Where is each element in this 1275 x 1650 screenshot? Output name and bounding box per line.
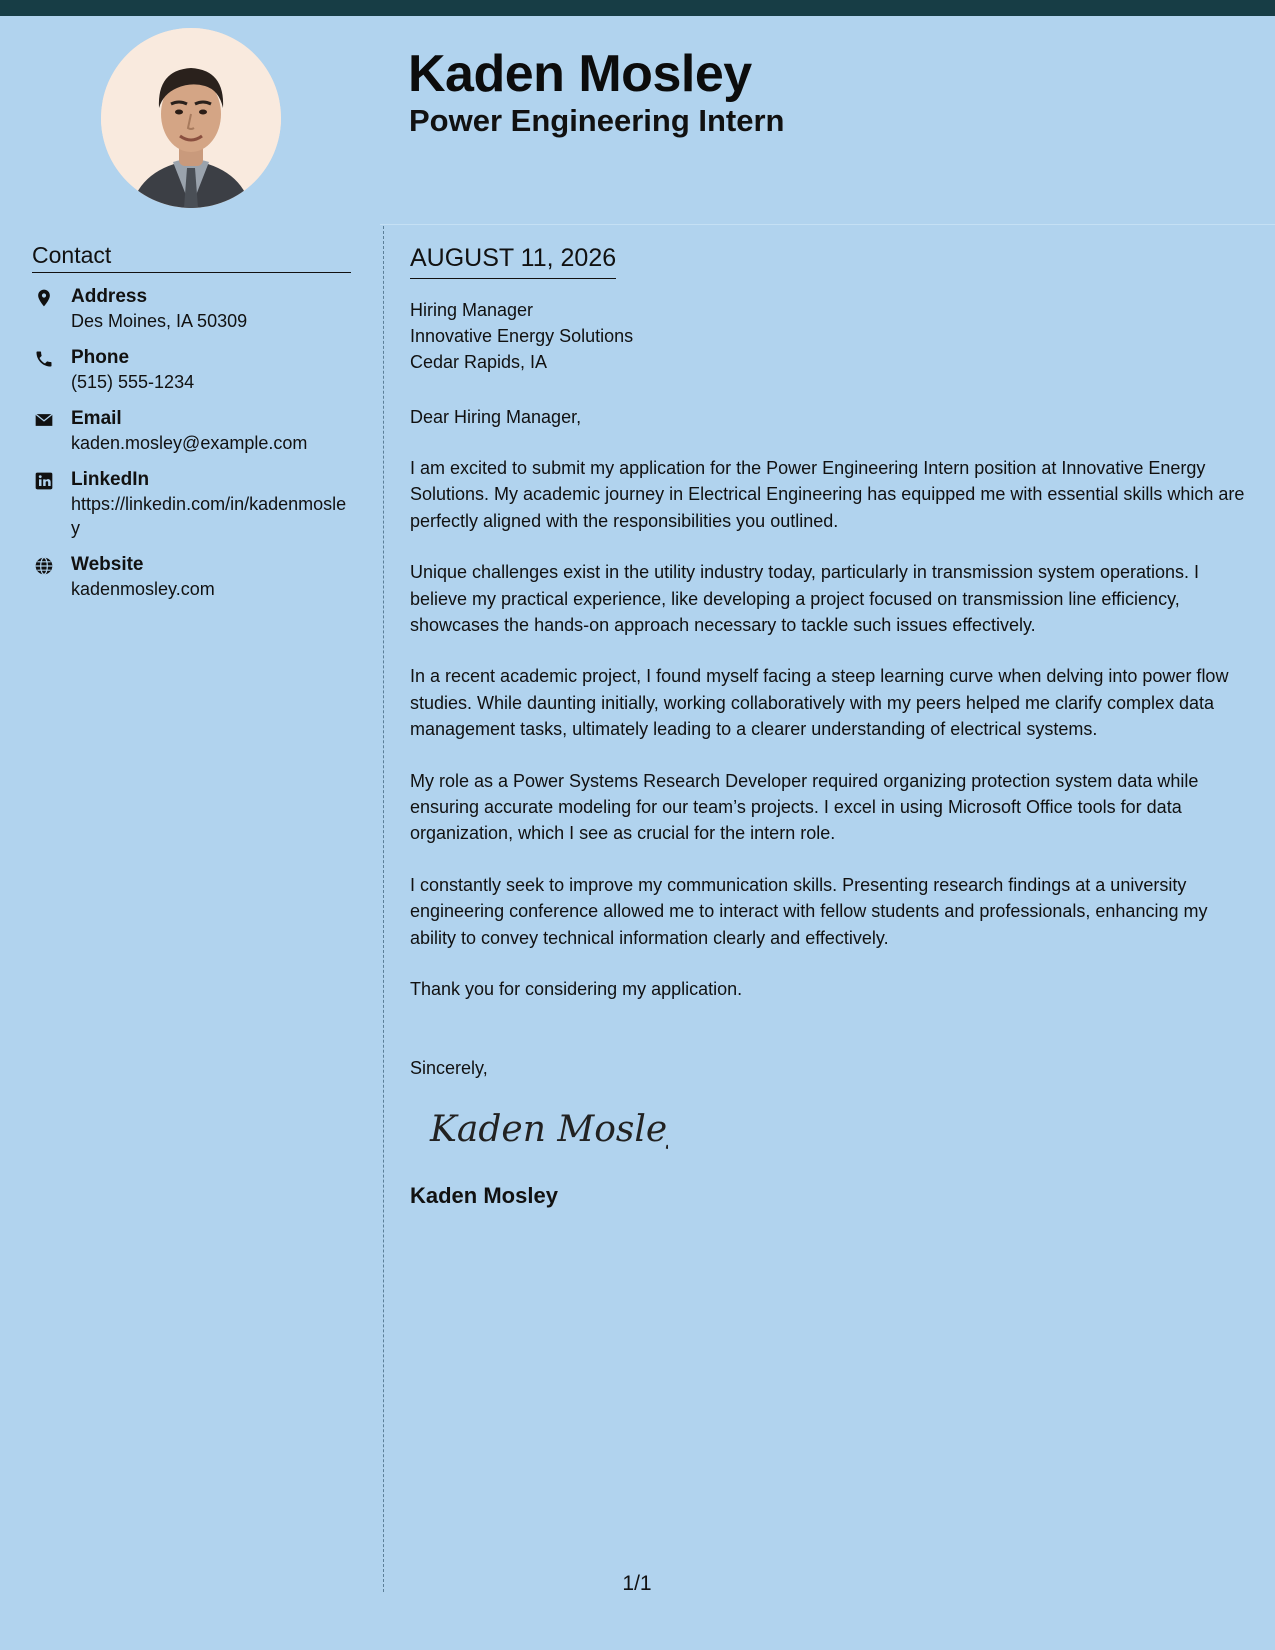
- top-bar: [0, 0, 1275, 16]
- signature-image: [428, 1099, 668, 1159]
- signature-text: Kaden Mosley: [430, 1109, 668, 1151]
- body-paragraph-4: My role as a Power Systems Research Developer required organizing protection system data while ensuring accurate modeling for our team’s projects. I excel in using Microsoft Office tools for data organization, which I see as crucial for the intern role.: [410, 770, 1199, 844]
- contact-item-linkedin: [32, 468, 351, 540]
- recipient-block: [410, 297, 1255, 375]
- closing: Sincerely,: [410, 1058, 488, 1079]
- body-paragraph-2: Unique challenges exist in the utility industry today, particularly in transmission system operations. I believe my practical experience, like developing a project focused on transmission line efficiency, showcases the hands-on approach necessary to tackle such issues effectively.: [410, 562, 1200, 636]
- contact-item-email: [32, 407, 351, 455]
- column-divider: [383, 226, 384, 1592]
- linkedin-link[interactable]: https://linkedin.com/in/kadenmosley: [71, 494, 347, 538]
- contact-label: LinkedIn: [71, 469, 150, 490]
- contact-label: Address: [71, 286, 148, 307]
- phone-icon: [34, 349, 54, 369]
- recipient-company: Innovative Energy Solutions: [410, 326, 634, 346]
- letter-date: AUGUST 11, 2026: [410, 240, 616, 279]
- map-pin-icon: [34, 288, 54, 308]
- portrait-image: [101, 28, 281, 208]
- email-link[interactable]: kaden.mosley@example.com: [71, 433, 308, 453]
- website-link[interactable]: kadenmosley.com: [71, 579, 215, 599]
- cover-letter: [410, 240, 1255, 1210]
- job-title: Power Engineering Intern: [409, 103, 785, 138]
- contact-list: [32, 285, 351, 601]
- thank-you-line: Thank you for considering my application.: [410, 979, 743, 1000]
- envelope-icon: [34, 410, 54, 430]
- contact-label: Phone: [71, 347, 130, 368]
- recipient-name: Hiring Manager: [410, 300, 534, 320]
- linkedin-icon: [34, 471, 54, 491]
- contact-item-address: [32, 285, 351, 333]
- globe-icon: [34, 556, 54, 576]
- contact-item-phone: [32, 346, 351, 394]
- recipient-location: Cedar Rapids, IA: [410, 352, 548, 372]
- phone-value: (515) 555-1234: [71, 372, 195, 392]
- page-number: 1/1: [622, 1572, 652, 1595]
- body-paragraph-3: In a recent academic project, I found myself facing a steep learning curve when delving into power flow studies. While daunting initially, working collaboratively with my peers helped me clarify complex data management tasks, ultimately leading to a clearer understanding of electrical systems.: [410, 666, 1229, 740]
- contact-sidebar: [32, 240, 351, 614]
- profile-photo: [101, 28, 281, 208]
- contact-item-website: [32, 553, 351, 601]
- contact-label: Website: [71, 554, 144, 575]
- contact-heading: Contact: [32, 240, 351, 273]
- signer-name: Kaden Mosley: [410, 1183, 558, 1209]
- body-paragraph-5: I constantly seek to improve my communication skills. Presenting research findings at a university engineering conference allowed me to interact with fellow students and professionals, enhancing my ability to convey technical information clearly and effectively.: [410, 874, 1208, 948]
- contact-label: Email: [71, 408, 122, 429]
- salutation: Dear Hiring Manager,: [410, 407, 582, 427]
- header-divider: [380, 224, 1275, 225]
- body-paragraph-1: I am excited to submit my application for the Power Engineering Intern position at Innovative Energy Solutions. My academic journey in Electrical Engineering has equipped me with essential skills which are perfectly aligned with the responsibilities you outlined.: [410, 458, 1245, 531]
- candidate-name: Kaden Mosley: [408, 45, 752, 103]
- address-value: Des Moines, IA 50309: [71, 311, 248, 331]
